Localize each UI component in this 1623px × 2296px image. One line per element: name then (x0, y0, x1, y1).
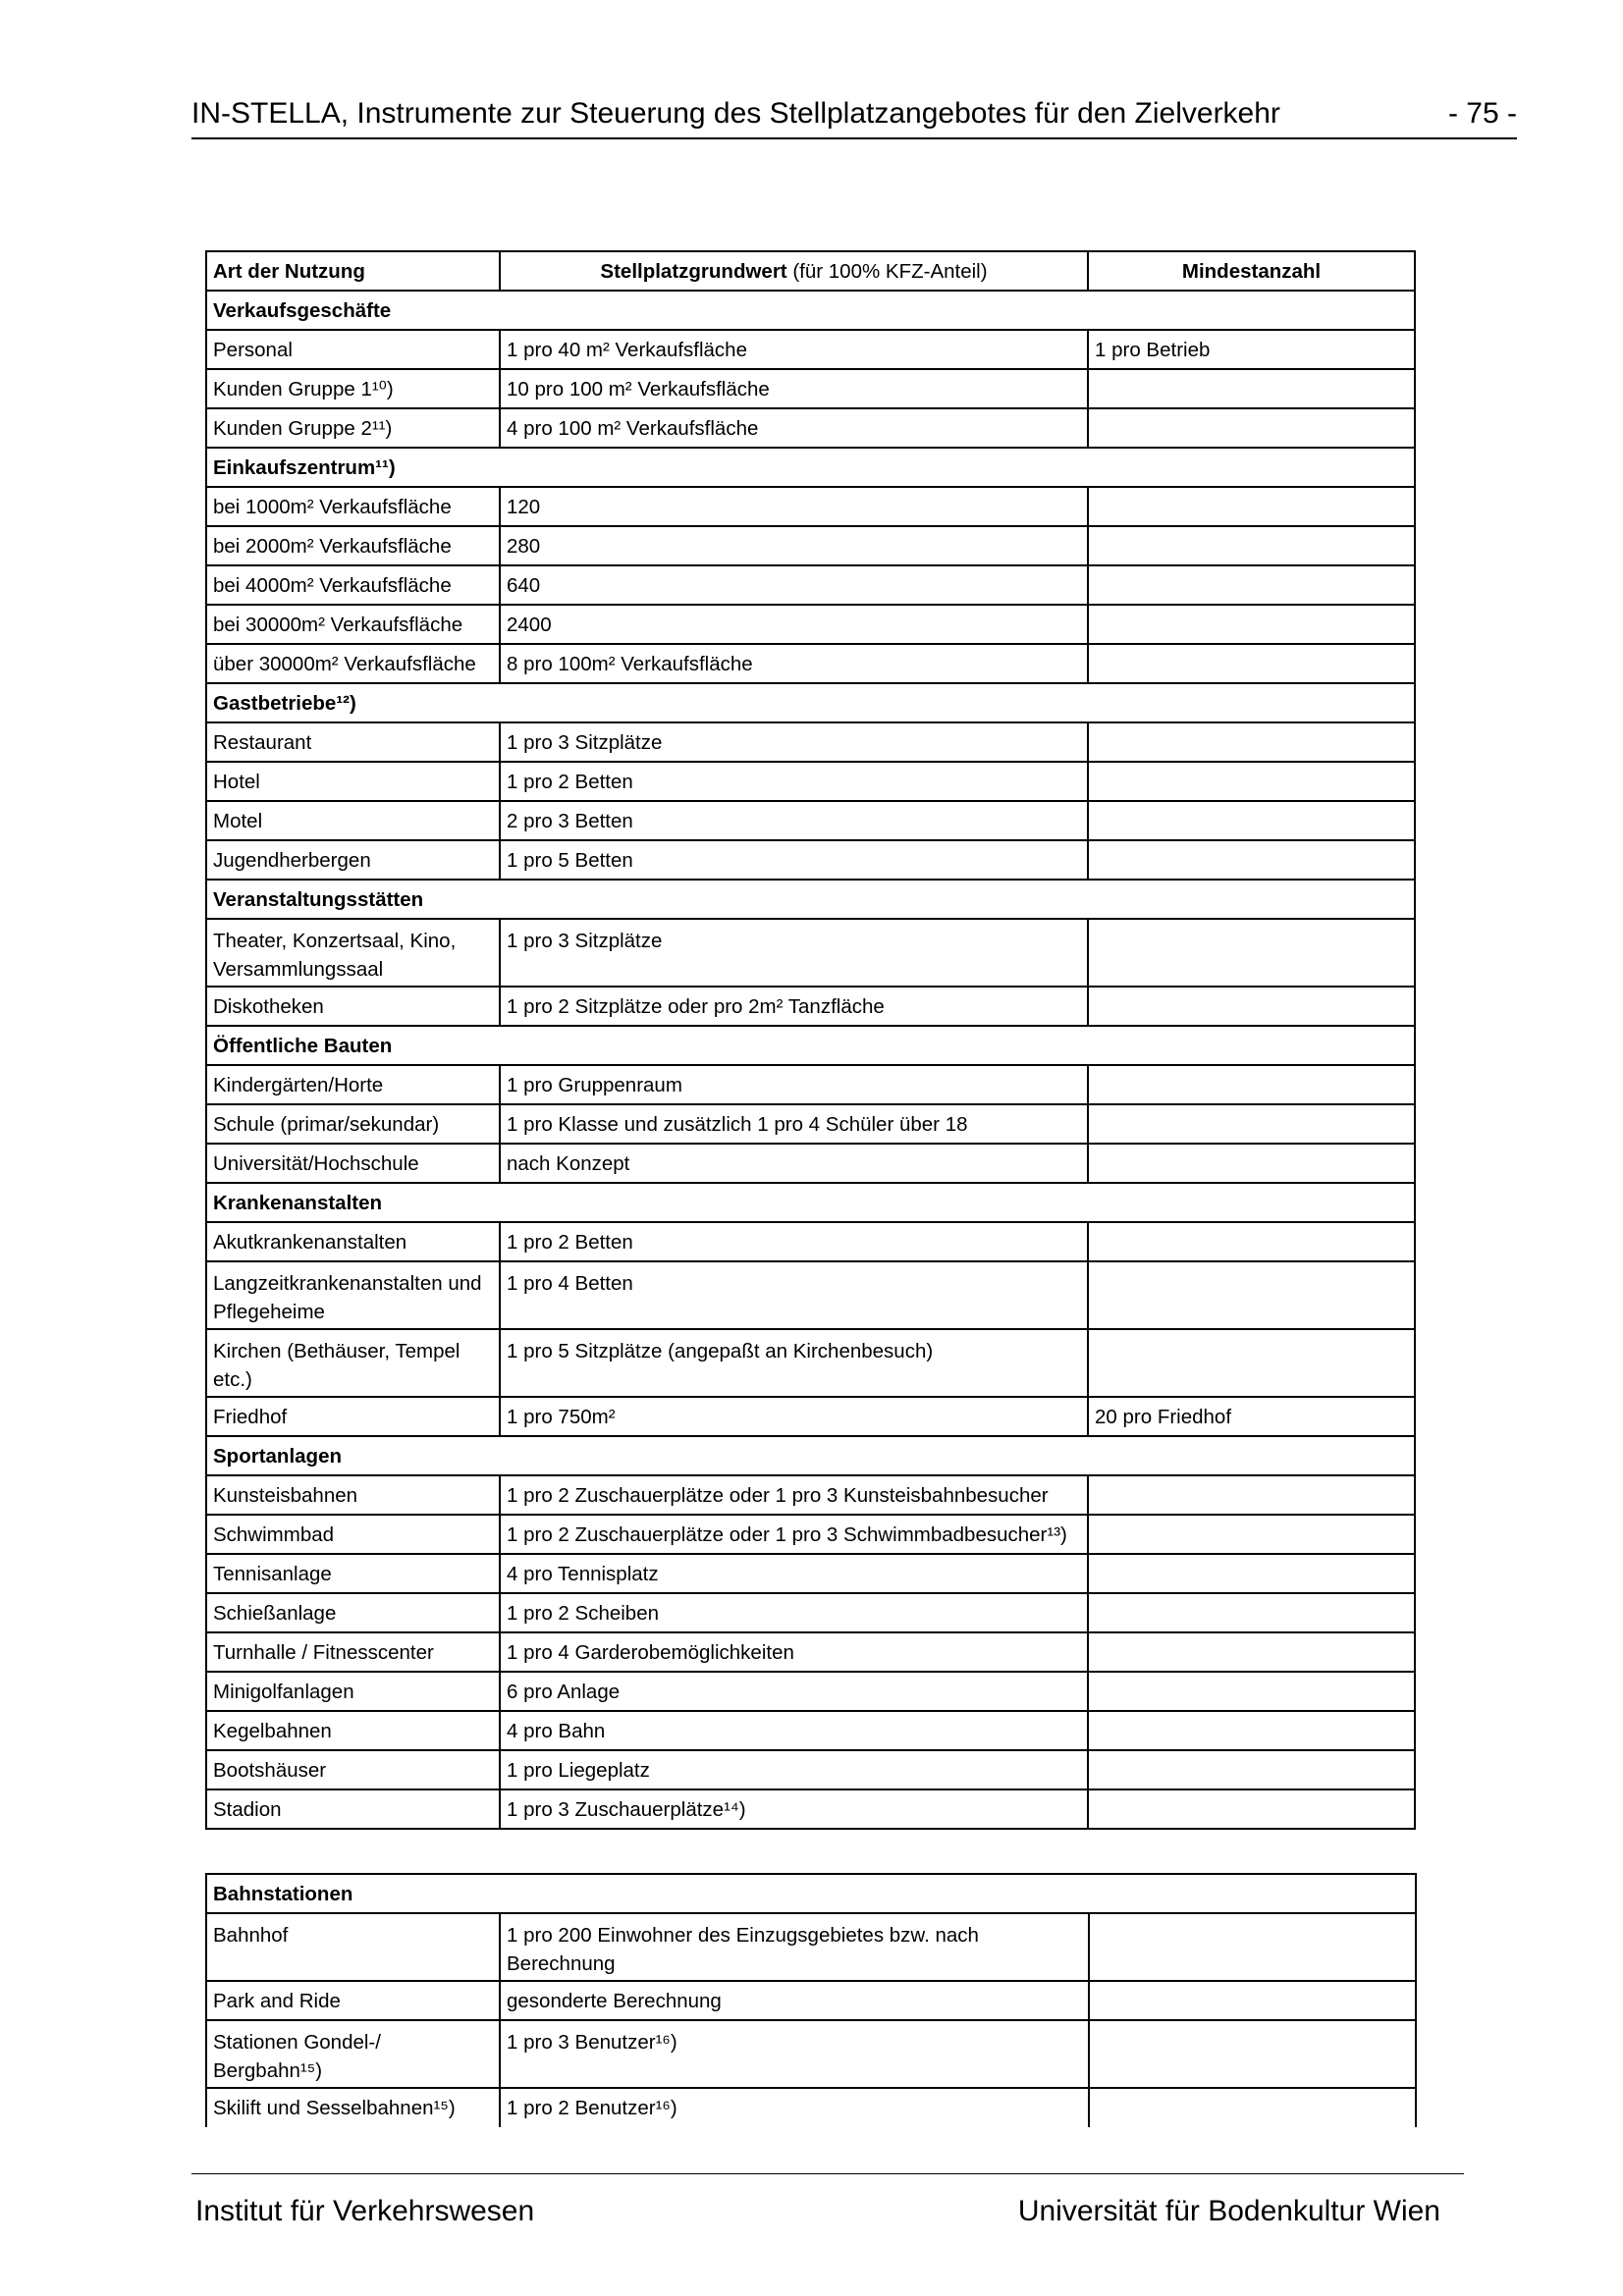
column-header-base-value-bold: Stellplatzgrundwert (600, 259, 787, 283)
cell-use-type: Schule (primar/sekundar) (206, 1104, 500, 1144)
page-number: - 75 - (1447, 97, 1517, 130)
table-row (206, 1329, 1415, 1397)
table-row (206, 1750, 1415, 1789)
table-row (206, 840, 1415, 880)
cell-minimum: 20 pro Friedhof (1088, 1397, 1415, 1436)
cell-minimum (1088, 408, 1415, 448)
table-row (206, 487, 1415, 526)
cell-minimum (1088, 987, 1415, 1026)
cell-use-type: Skilift und Sesselbahnen¹⁵) (206, 2088, 500, 2127)
section-title: Öffentliche Bauten (206, 1026, 1415, 1065)
cell-minimum (1089, 2088, 1416, 2127)
cell-use-type: bei 2000m² Verkaufsfläche (206, 526, 500, 565)
cell-base-value: 1 pro 2 Benutzer¹⁶) (500, 2088, 1089, 2127)
cell-minimum (1088, 487, 1415, 526)
table-row (206, 801, 1415, 840)
cell-base-value: 4 pro Bahn (500, 1711, 1088, 1750)
cell-use-type: Langzeitkrankenanstalten und Pflegeheime (206, 1261, 500, 1329)
cell-base-value: 1 pro 750m² (500, 1397, 1088, 1436)
cell-base-value: 1 pro Klasse und zusätzlich 1 pro 4 Schüler über 18 (500, 1104, 1088, 1144)
cell-base-value: 1 pro 2 Zuschauerplätze oder 1 pro 3 Kunsteisbahnbesucher (500, 1475, 1088, 1515)
cell-minimum (1088, 1632, 1415, 1672)
table-row (206, 330, 1415, 369)
column-header-base-value (500, 251, 1088, 291)
cell-minimum (1088, 1104, 1415, 1144)
cell-base-value: 4 pro 100 m² Verkaufsfläche (500, 408, 1088, 448)
section-row (206, 683, 1415, 722)
cell-base-value: 1 pro Gruppenraum (500, 1065, 1088, 1104)
table-row (206, 1475, 1415, 1515)
parking-requirements-table-body (206, 251, 1415, 1829)
table-row (206, 1711, 1415, 1750)
cell-minimum (1089, 2020, 1416, 2088)
section-row (206, 1436, 1415, 1475)
cell-minimum: 1 pro Betrieb (1088, 330, 1415, 369)
cell-use-type: Universität/Hochschule (206, 1144, 500, 1183)
cell-use-type: Kunden Gruppe 1¹⁰) (206, 369, 500, 408)
table-row (206, 1672, 1415, 1711)
cell-base-value: 1 pro 40 m² Verkaufsfläche (500, 330, 1088, 369)
cell-minimum (1088, 1222, 1415, 1261)
table-row (206, 1261, 1415, 1329)
table-header-row (206, 251, 1415, 291)
table-row (206, 2088, 1416, 2127)
table-row (206, 1144, 1415, 1183)
cell-minimum (1088, 565, 1415, 605)
cell-base-value: 2 pro 3 Betten (500, 801, 1088, 840)
table-row (206, 526, 1415, 565)
table-row (206, 1632, 1415, 1672)
cell-base-value: 1 pro 4 Garderobemöglichkeiten (500, 1632, 1088, 1672)
section-title: Einkaufszentrum¹¹) (206, 448, 1415, 487)
cell-base-value: 1 pro 2 Betten (500, 762, 1088, 801)
page-header (191, 94, 1517, 139)
footer-institute: Institut für Verkehrswesen (195, 2195, 535, 2227)
cell-minimum (1089, 1913, 1416, 1981)
cell-minimum (1088, 801, 1415, 840)
table-row (206, 722, 1415, 762)
cell-minimum (1088, 1515, 1415, 1554)
section-row (206, 291, 1415, 330)
cell-base-value: 1 pro 3 Benutzer¹⁶) (500, 2020, 1089, 2088)
cell-minimum (1088, 762, 1415, 801)
cell-use-type: Motel (206, 801, 500, 840)
table-row (206, 1397, 1415, 1436)
cell-minimum (1088, 1554, 1415, 1593)
cell-use-type: Diskotheken (206, 987, 500, 1026)
footer-university: Universität für Bodenkultur Wien (1017, 2195, 1440, 2227)
cell-use-type: Friedhof (206, 1397, 500, 1436)
cell-base-value: 280 (500, 526, 1088, 565)
station-parking-table-body (206, 1874, 1416, 2127)
table-row (206, 919, 1415, 987)
cell-minimum (1088, 1750, 1415, 1789)
cell-minimum (1088, 919, 1415, 987)
cell-minimum (1088, 1593, 1415, 1632)
cell-minimum (1088, 1475, 1415, 1515)
cell-base-value: 120 (500, 487, 1088, 526)
cell-minimum (1088, 1672, 1415, 1711)
cell-use-type: Kirchen (Bethäuser, Tempel etc.) (206, 1329, 500, 1397)
cell-minimum (1088, 722, 1415, 762)
section-title: Verkaufsgeschäfte (206, 291, 1415, 330)
table-row (206, 1554, 1415, 1593)
cell-use-type: Park and Ride (206, 1981, 500, 2020)
table-row (206, 369, 1415, 408)
cell-base-value: 2400 (500, 605, 1088, 644)
table-row (206, 1593, 1415, 1632)
cell-minimum (1088, 840, 1415, 880)
cell-base-value: 1 pro 5 Betten (500, 840, 1088, 880)
cell-base-value: 1 pro 3 Sitzplätze (500, 919, 1088, 987)
column-header-base-value-note: (für 100% KFZ-Anteil) (786, 259, 988, 283)
table-row (206, 1515, 1415, 1554)
table-row (206, 1065, 1415, 1104)
cell-base-value: 1 pro 5 Sitzplätze (angepaßt an Kirchenbesuch) (500, 1329, 1088, 1397)
cell-minimum (1088, 1261, 1415, 1329)
cell-minimum (1088, 605, 1415, 644)
cell-use-type: Kindergärten/Horte (206, 1065, 500, 1104)
station-parking-table (205, 1873, 1417, 2127)
section-title: Krankenanstalten (206, 1183, 1415, 1222)
cell-minimum (1088, 1329, 1415, 1397)
section-row (206, 448, 1415, 487)
cell-use-type: Jugendherbergen (206, 840, 500, 880)
section-title: Veranstaltungsstätten (206, 880, 1415, 919)
column-header-use-type: Art der Nutzung (206, 251, 500, 291)
section-title: Gastbetriebe¹²) (206, 683, 1415, 722)
cell-use-type: Theater, Konzertsaal, Kino, Versammlungssaal (206, 919, 500, 987)
cell-base-value: gesonderte Berechnung (500, 1981, 1089, 2020)
cell-use-type: Schwimmbad (206, 1515, 500, 1554)
table-row (206, 1981, 1416, 2020)
cell-base-value: 1 pro 4 Betten (500, 1261, 1088, 1329)
section-row (206, 1874, 1416, 1913)
cell-base-value: 1 pro 2 Betten (500, 1222, 1088, 1261)
document-title: IN-STELLA, Instrumente zur Steuerung des Stellplatzangebotes für den Zielverkehr (191, 97, 1280, 130)
cell-use-type: Tennisanlage (206, 1554, 500, 1593)
cell-base-value: 1 pro 2 Sitzplätze oder pro 2m² Tanzfläche (500, 987, 1088, 1026)
cell-use-type: bei 30000m² Verkaufsfläche (206, 605, 500, 644)
cell-minimum (1088, 369, 1415, 408)
cell-use-type: Minigolfanlagen (206, 1672, 500, 1711)
column-header-minimum: Mindestanzahl (1088, 251, 1415, 291)
table-row (206, 1913, 1416, 1981)
table-row (206, 1222, 1415, 1261)
parking-requirements-table (205, 250, 1416, 1830)
section-row (206, 880, 1415, 919)
cell-minimum (1088, 1065, 1415, 1104)
table-row (206, 2020, 1416, 2088)
table-row (206, 408, 1415, 448)
table-row (206, 1104, 1415, 1144)
cell-base-value: 1 pro 200 Einwohner des Einzugsgebietes bzw. nach Berechnung (500, 1913, 1089, 1981)
cell-base-value: 1 pro Liegeplatz (500, 1750, 1088, 1789)
table-row (206, 605, 1415, 644)
cell-minimum (1088, 1789, 1415, 1829)
section-title: Bahnstationen (206, 1874, 1416, 1913)
cell-base-value: 1 pro 2 Zuschauerplätze oder 1 pro 3 Schwimmbadbesucher¹³) (500, 1515, 1088, 1554)
cell-minimum (1088, 1711, 1415, 1750)
cell-use-type: Kunden Gruppe 2¹¹) (206, 408, 500, 448)
table-row (206, 987, 1415, 1026)
cell-use-type: Bootshäuser (206, 1750, 500, 1789)
table-row (206, 762, 1415, 801)
cell-use-type: Stadion (206, 1789, 500, 1829)
page-footer (191, 2173, 1464, 2233)
cell-use-type: bei 1000m² Verkaufsfläche (206, 487, 500, 526)
cell-use-type: Bahnhof (206, 1913, 500, 1981)
cell-use-type: Personal (206, 330, 500, 369)
cell-base-value: 1 pro 3 Zuschauerplätze¹⁴) (500, 1789, 1088, 1829)
cell-minimum (1088, 644, 1415, 683)
section-title: Sportanlagen (206, 1436, 1415, 1475)
section-row (206, 1183, 1415, 1222)
cell-base-value: 4 pro Tennisplatz (500, 1554, 1088, 1593)
cell-use-type: Turnhalle / Fitnesscenter (206, 1632, 500, 1672)
table-row (206, 565, 1415, 605)
cell-minimum (1088, 526, 1415, 565)
cell-base-value: nach Konzept (500, 1144, 1088, 1183)
cell-use-type: Hotel (206, 762, 500, 801)
cell-use-type: Kunsteisbahnen (206, 1475, 500, 1515)
cell-use-type: Akutkrankenanstalten (206, 1222, 500, 1261)
cell-use-type: Stationen Gondel-/ Bergbahn¹⁵) (206, 2020, 500, 2088)
cell-minimum (1089, 1981, 1416, 2020)
cell-minimum (1088, 1144, 1415, 1183)
cell-use-type: bei 4000m² Verkaufsfläche (206, 565, 500, 605)
cell-base-value: 10 pro 100 m² Verkaufsfläche (500, 369, 1088, 408)
cell-use-type: über 30000m² Verkaufsfläche (206, 644, 500, 683)
cell-base-value: 6 pro Anlage (500, 1672, 1088, 1711)
cell-base-value: 1 pro 3 Sitzplätze (500, 722, 1088, 762)
cell-use-type: Schießanlage (206, 1593, 500, 1632)
cell-base-value: 640 (500, 565, 1088, 605)
cell-use-type: Restaurant (206, 722, 500, 762)
cell-base-value: 8 pro 100m² Verkaufsfläche (500, 644, 1088, 683)
table-row (206, 1789, 1415, 1829)
section-row (206, 1026, 1415, 1065)
table-row (206, 644, 1415, 683)
cell-base-value: 1 pro 2 Scheiben (500, 1593, 1088, 1632)
cell-use-type: Kegelbahnen (206, 1711, 500, 1750)
